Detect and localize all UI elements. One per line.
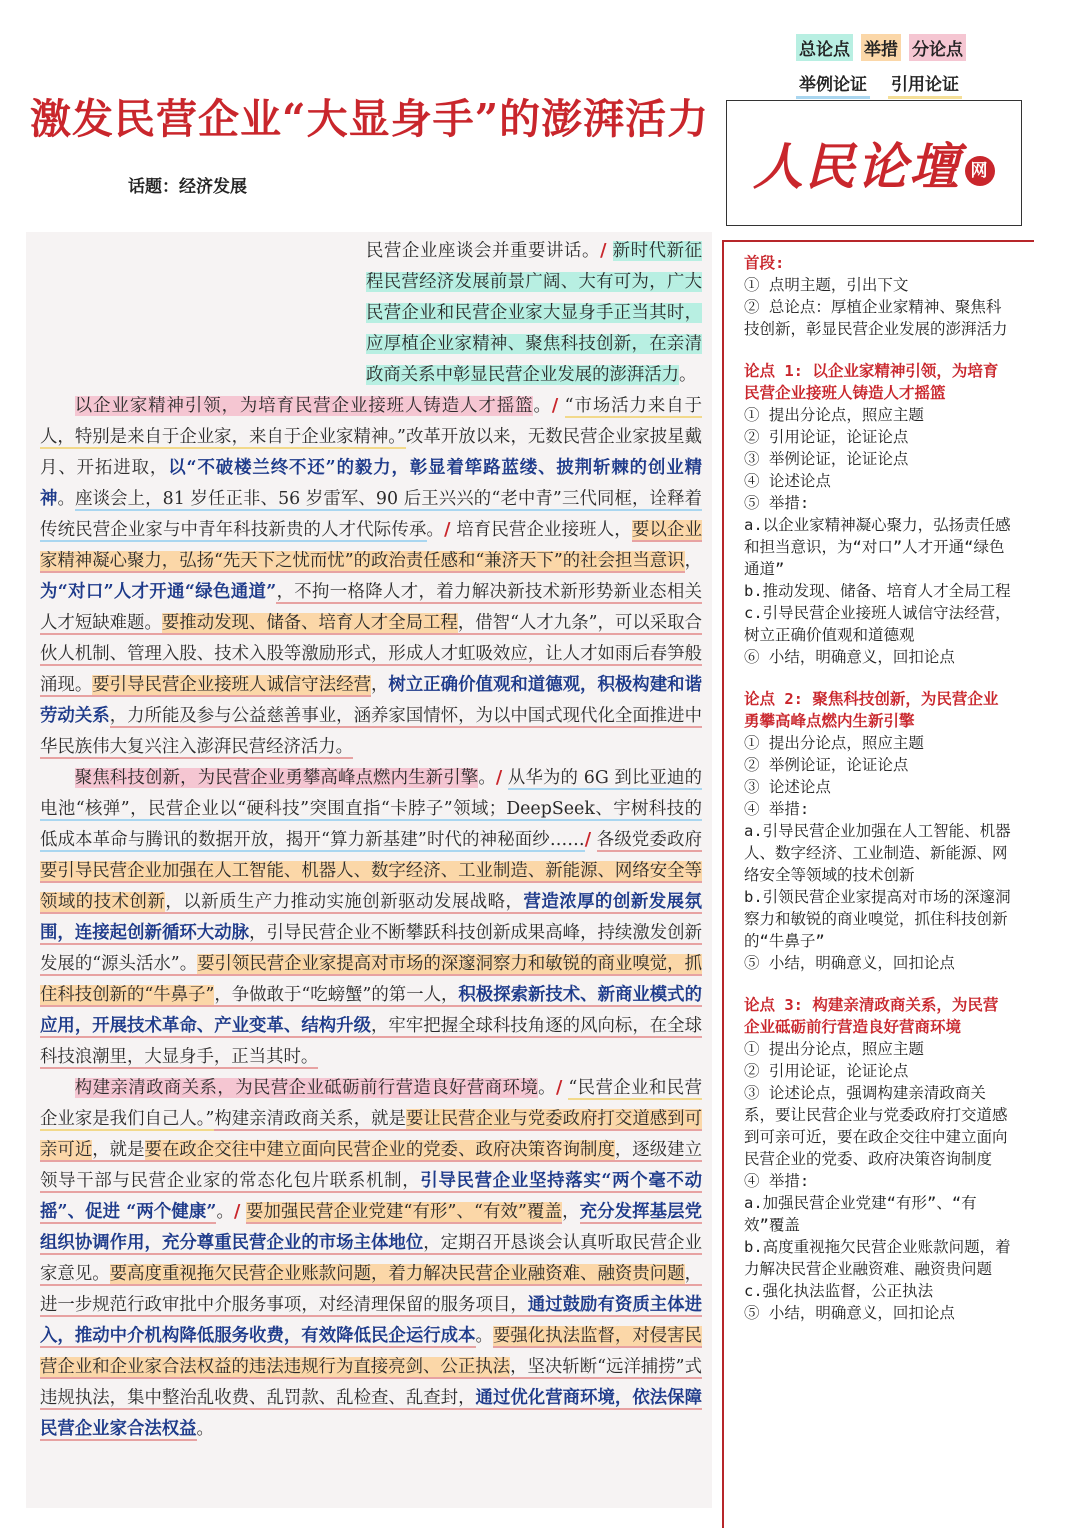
measure-3b: 要高度重视拖欠民营企业账款问题，着力解决民营企业融资难、融资贵问题 [109, 1264, 685, 1284]
paragraph-1: 民营企业座谈会并重要讲话。/ 新时代新征程民营经济发展前景广阔、大有可为，广大民营企业和民营企业家大显身手正当其时，应厚植企业家精神、聚焦科技创新，在亲清政商关系中彰显民营企业发展的澎湃活力。 [366, 241, 702, 385]
citation-3: “民营企业和民营企业家是我们自己人。” [40, 1078, 702, 1129]
paragraph-3: 聚焦科技创新，为民营企业勇攀高峰点燃内生新引擎。/ 从华为的 6G 到比亚迪的电池“核弹”，民营企业以“硬科技”突围直指“卡脖子”领域；DeepSeek、宇树科技的低成本革命与腾讯的数据开放，揭开“算力新基建”时代的神秘面纱……/ 各级党委政府要引导民营企业加强在人工智能、机器人、数字经济、工业制造、新能源、网络安全等领域的技术创新，以新质生产力推动实施创新驱动发展战略，营造浓厚的创新发展氛围，连接起创新循环大动脉，引导民营企业不断攀跃科技创新成果高峰，持续激发创新发展的“源头活水”。要引领民营企业家提高对市场的深邃洞察力和敏锐的商业嗅觉，抓住科技创新的“牛鼻子”，争做敢于“吃螃蟹”的第一人，积极探索新技术、新商业模式的应用，开展技术革命、产业变革、结构升级，牢牢把握全球科技角逐的风向标，在全球科技浪潮里，大显身手，正当其时。 [40, 768, 702, 1067]
legend-citation-argument: 引用论证 [888, 69, 962, 99]
article-body [26, 232, 712, 1508]
measure-3c: 要强化执法监督，对侵害民营企业和企业家合法权益的违法违规行为直接亮剑、公正执法 [40, 1326, 702, 1377]
legend-row-1 [796, 34, 966, 61]
logo-box [726, 100, 1022, 226]
page-title: 激发民营企业“大显身手”的澎湃活力 [30, 95, 710, 143]
legend-sub-thesis: 分论点 [909, 34, 966, 61]
notes-point-1: 论点 1: 以企业家精神引领，为培育民营企业接班人铸造人才摇篮 ① 提出分论点，照应主题 ② 引用论证，论证论点 ③ 举例论证，论证论点 ④ 论述论点 ⑤ 举措: a.以企业家精神凝心聚力，弘扬责任感和担当意识，为“对口”人才开通“绿色通道” b.推动发现、储备、培育人才全局工程 c.引导民营企业接班人诚信守法经营，树立正确价值观和道德观 ⑥ 小结，明确意义，回扣论点 [744, 362, 1011, 666]
example-2: 从华为的 6G 到比亚迪的电池“核弹”，民营企业以“硬科技”突围直指“卡脖子”领域；DeepSeek、宇树科技的低成本革命与腾讯的数据开放，揭开“算力新基建”时代的神秘面纱…… [40, 768, 702, 850]
sub-thesis-1: 以企业家精神引领，为培育民营企业接班人铸造人才摇篮 [74, 396, 534, 416]
notes-divider-vertical [722, 240, 724, 1528]
legend-row-2 [796, 69, 966, 99]
sub-thesis-3: 构建亲清政商关系，为民营企业砥砺前行营造良好营商环境 [74, 1078, 539, 1098]
example-1: 座谈会上，81 岁任正非、56 岁雷军、90 后王兴兴的“老中青”三代同框，诠释着传统民营企业家与中青年科技新贵的人才代际传承 [40, 489, 702, 540]
sub-thesis-2: 聚焦科技创新，为民营企业勇攀高峰点燃内生新引擎 [74, 768, 479, 788]
measure-1c: 要引导民营企业接班人诚信守法经营 [92, 675, 371, 695]
measure-1b: 要推动发现、储备、培育人才全局工程 [161, 613, 458, 633]
measure-3a: 要加强民营企业党建“有形”、“有效”覆盖 [246, 1202, 563, 1222]
people-forum-logo: 人民论壇 网 [753, 127, 995, 199]
measure-1a: 要以企业家精神凝心聚力，弘扬“先天下之忧而忧”的政治责任感和“兼济天下”的社会担当意识 [40, 520, 702, 571]
notes-point-2: 论点 2: 聚焦科技创新，为民营企业勇攀高峰点燃内生新引擎 ① 提出分论点，照应主题 ② 举例论证，论证论点 ③ 论述论点 ④ 举措: a.引导民营企业加强在人工智能、机器人、数字经济、工业制造、新能源、网络安全等领域的技术创新 b.引领民营企业家提高对市场的深邃洞察力和敏锐的商业嗅觉，抓住科技创新的“牛鼻子” ⑤ 小结，明确意义，回扣论点 [744, 690, 1011, 972]
legend-example-argument: 举例论证 [796, 69, 870, 99]
analysis-notes [744, 252, 1012, 1344]
notes-divider-horizontal [722, 240, 1034, 242]
topic-label: 话题：经济发展 [128, 177, 247, 197]
measure-2b: 要引领民营企业家提高对市场的深邃洞察力和敏锐的商业嗅觉，抓住科技创新的“牛鼻子” [40, 954, 702, 1005]
legend [796, 34, 966, 99]
citation-1: “市场活力来自于人，特别是来自于企业家，来自于企业家精神。” [40, 396, 702, 447]
measure-2a: 要引导民营企业加强在人工智能、机器人、数字经济、工业制造、新能源、网络安全等领域的技术创新 [40, 861, 702, 912]
legend-measures: 举措 [861, 34, 901, 61]
notes-first-paragraph: 首段: ① 点明主题，引出下文 ② 总论点：厚植企业家精神、聚焦科技创新，彰显民营企业发展的澎湃活力 [744, 254, 1008, 338]
paragraph-2: 以企业家精神引领，为培育民营企业接班人铸造人才摇篮。/ “市场活力来自于人，特别是来自于企业家，来自于企业家精神。”改革开放以来，无数民营企业家披星戴月、开拓进取，以“不破楼兰终不还”的毅力，彰显着筚路蓝缕、披荆斩棘的创业精神。座谈会上，81 岁任正非、56 岁雷军、90 后王兴兴的“老中青”三代同框，诠释着传统民营企业家与中青年科技新贵的人才代际传承。/ 培育民营企业接班人，要以企业家精神凝心聚力，弘扬“先天下之忧而忧”的政治责任感和“兼济天下”的社会担当意识，为“对口”人才开通“绿色通道”，不拘一格降人才，着力解决新技术新形势新业态相关人才短缺难题。要推动发现、储备、培育人才全局工程，借智“人才九条”，可以采取合伙人机制、管理入股、技术入股等激励形式，形成人才虹吸效应，让人才如雨后春笋般涌现。要引导民营企业接班人诚信守法经营，树立正确价值观和道德观，积极构建和谐劳动关系，力所能及参与公益慈善事业，涵养家国情怀，为以中国式现代化全面推进中华民族伟大复兴注入澎湃民营经济活力。 [40, 396, 702, 757]
logo-badge-icon: 网 [965, 156, 995, 186]
paragraph-4: 构建亲清政商关系，为民营企业砥砺前行营造良好营商环境。/ “民营企业和民营企业家是我们自己人。”构建亲清政商关系，就是要让民营企业与党委政府打交道感到可亲可近，就是要在政企交往中建立面向民营企业的党委、政府决策咨询制度，逐级建立领导干部与民营企业家的常态化包片联系机制，引导民营企业坚持落实“两个毫不动摇”、促进 “两个健康”。/ 要加强民营企业党建“有形”、“有效”覆盖，充分发挥基层党组织协调作用，充分尊重民营企业的市场主体地位，定期召开恳谈会认真听取民营企业家意见。要高度重视拖欠民营企业账款问题，着力解决民营企业融资难、融资贵问题，进一步规范行政审批中介服务事项，对经清理保留的服务项目，通过鼓励有资质主体进入，推动中介机构降低服务收费，有效降低民企运行成本。要强化执法监督，对侵害民营企业和企业家合法权益的违法违规行为直接亮剑、公正执法，坚决斩断“远洋捕捞”式违规执法，集中整治乱收费、乱罚款、乱检查、乱查封，通过优化营商环境，依法保障民营企业家合法权益。 [40, 1078, 702, 1439]
notes-point-3: 论点 3: 构建亲清政商关系，为民营企业砥砺前行营造良好营商环境 ① 提出分论点，照应主题 ② 引用论证，论证论点 ③ 论述论点，强调构建亲清政商关系，要让民营企业与党委政府打交道感到可亲可近，要在政企交往中建立面向民营企业的党委、政府决策咨询制度 ④ 举措: a.加强民营企业党建“有形”、“有效”覆盖 b.高度重视拖欠民营企业账款问题，着力解决民营企业融资难、融资贵问题 c.强化执法监督，公正执法 ⑤ 小结，明确意义，回扣论点 [744, 996, 1011, 1322]
legend-main-thesis: 总论点 [796, 34, 853, 61]
main-thesis: 新时代新征程民营经济发展前景广阔、大有可为，广大民营企业和民营企业家大显身手正当其时，应厚植企业家精神、聚焦科技创新，在亲清政商关系中彰显民营企业发展的澎湃活力 [366, 241, 702, 385]
